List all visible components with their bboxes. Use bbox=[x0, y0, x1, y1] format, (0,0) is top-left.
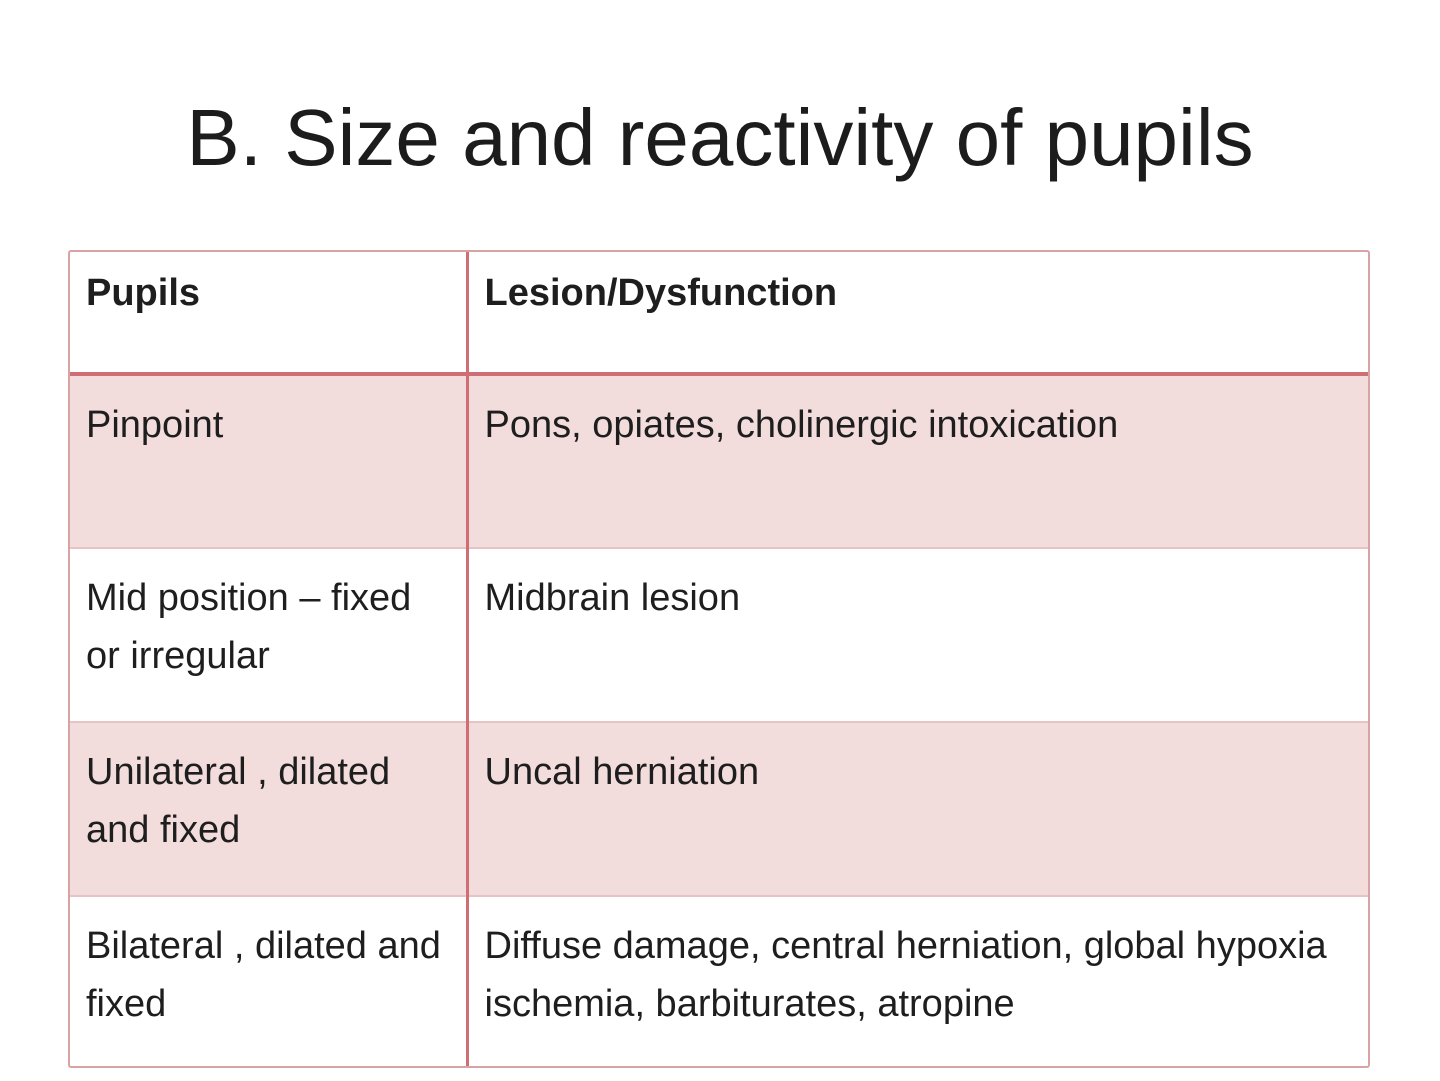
cell-lesion: Pons, opiates, cholinergic intoxication bbox=[467, 374, 1368, 548]
table-row bbox=[70, 896, 1368, 1068]
pupils-table bbox=[68, 250, 1370, 1068]
table-row bbox=[70, 722, 1368, 896]
cell-pupils: Bilateral , dilated and fixed bbox=[70, 896, 467, 1068]
header-lesion-dysfunction: Lesion/Dysfunction bbox=[467, 252, 1368, 374]
cell-lesion: Diffuse damage, central herniation, global hypoxia ischemia, barbiturates, atropine bbox=[467, 896, 1368, 1068]
cell-lesion: Midbrain lesion bbox=[467, 548, 1368, 722]
table-header-row bbox=[70, 252, 1368, 374]
cell-lesion: Uncal herniation bbox=[467, 722, 1368, 896]
cell-pupils: Pinpoint bbox=[70, 374, 467, 548]
cell-pupils: Unilateral , dilated and fixed bbox=[70, 722, 467, 896]
cell-pupils: Mid position – fixed or irregular bbox=[70, 548, 467, 722]
header-pupils: Pupils bbox=[70, 252, 467, 374]
slide-title: B. Size and reactivity of pupils bbox=[186, 93, 1254, 182]
table-row bbox=[70, 374, 1368, 548]
table-row bbox=[70, 548, 1368, 722]
